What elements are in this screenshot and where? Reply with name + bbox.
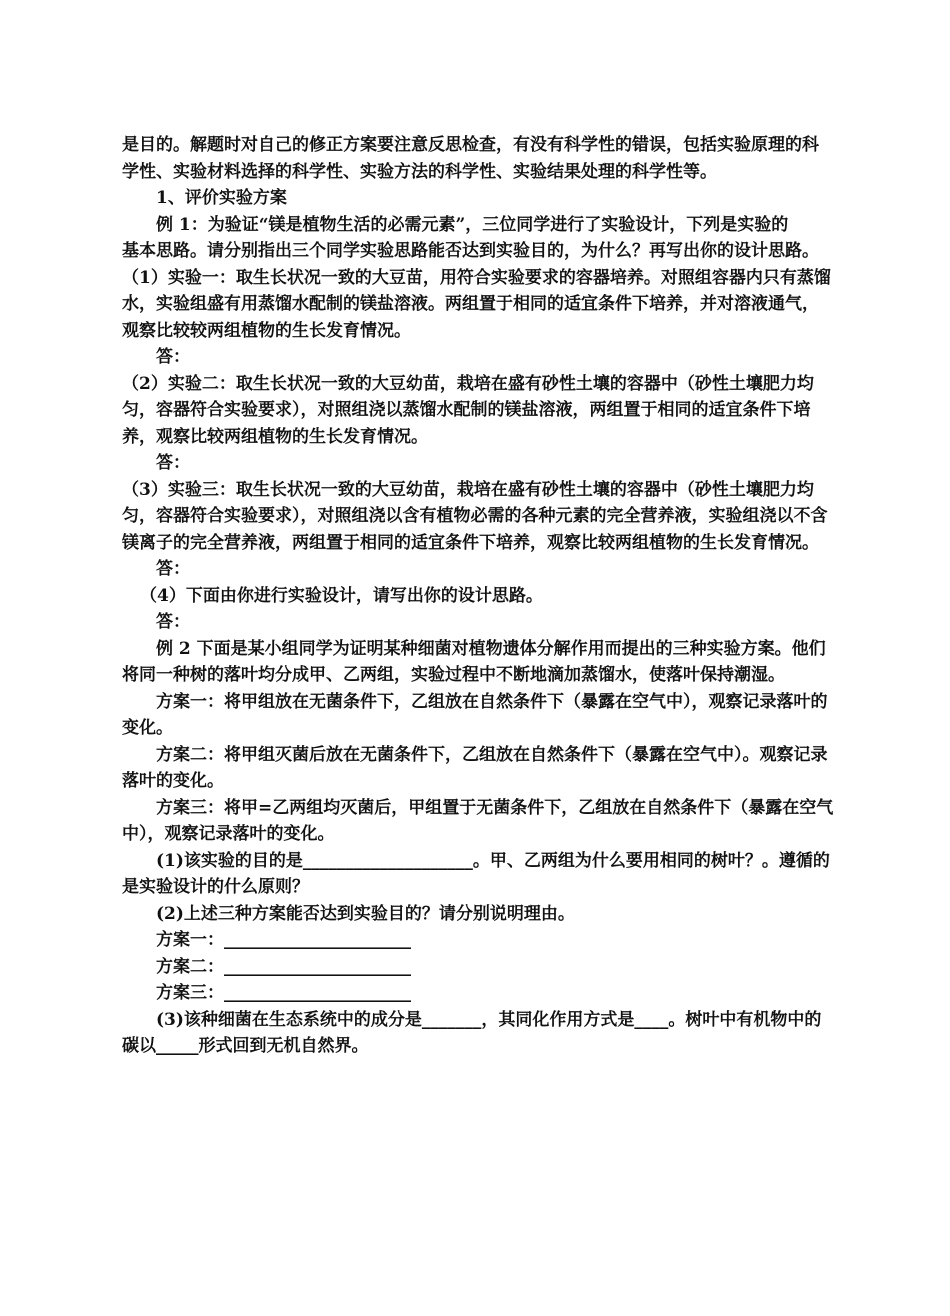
section-heading: 1、评价实验方案	[156, 188, 287, 208]
answer-1: 答：	[156, 347, 190, 367]
question-2: (2)上述三种方案能否达到实验目的？请分别说明理由。	[156, 903, 575, 924]
example-1-stem-cont: 基本思路。请分别指出三个同学实验思路能否达到实验目的，为什么？再写出你的设计思路。	[122, 241, 819, 261]
question-3: (3)该种细菌在生态系统中的成分是_______，其同化作用方式是____。树叶中有机物中的碳以_____形式回到无机自然界。	[122, 1009, 822, 1056]
experiment-4: （4）下面由你进行实验设计，请写出你的设计思路。	[140, 585, 543, 606]
plan-2: 方案二：将甲组灭菌后放在无菌条件下，乙组放在自然条件下（暴露在空气中）。观察记录落叶的变化。	[122, 744, 828, 791]
question-1: (1)该实验的目的是____________________。甲、乙两组为什么要用相同的树叶？。遵循的是实验设计的什么原则？	[122, 850, 830, 897]
answer-3: 答：	[156, 559, 190, 579]
plan-2-answer-line: 方案二：______________________	[156, 956, 411, 977]
answer-2: 答：	[156, 453, 190, 473]
experiment-2: （2）实验二：取生长状况一致的大豆幼苗，栽培在盛有砂性土壤的容器中（砂性土壤肥力均匀，容器符合实验要求），对照组浇以蒸馏水配制的镁盐溶液，两组置于相同的适宜条件下培养，观察比较两组植物的生长发育情况。	[122, 373, 814, 447]
plan-3-answer-line: 方案三：______________________	[156, 983, 411, 1003]
experiment-3: （3）实验三：取生长状况一致的大豆幼苗，栽培在盛有砂性土壤的容器中（砂性土壤肥力均匀，容器符合实验要求），对照组浇以含有植物必需的各种元素的完全营养液，实验组浇以不含镁离子的完全营养液，两组置于相同的适宜条件下培养，观察比较两组植物的生长发育情况。	[122, 479, 828, 553]
example-1-stem: 例 1：为验证“镁是植物生活的必需元素”，三位同学进行了实验设计，下列是实验的	[156, 214, 789, 235]
intro-paragraph: 是目的。解题时对自己的修正方案要注意反思检查，有没有科学性的错误，包括实验原理的科学性、实验材料选择的科学性、实验方法的科学性、实验结果处理的科学性等。	[122, 135, 819, 182]
plan-1: 方案一：将甲组放在无菌条件下，乙组放在自然条件下（暴露在空气中），观察记录落叶的变化。	[122, 691, 828, 738]
experiment-1: （1）实验一：取生长状况一致的大豆苗，用符合实验要求的容器培养。对照组容器内只有蒸馏水，实验组盛有用蒸馏水配制的镁盐溶液。两组置于相同的适宜条件下培养，并对溶液通气，观察比较较两组植物的生长发育情况。	[122, 267, 831, 341]
plan-3: 方案三：将甲=乙两组均灭菌后，甲组置于无菌条件下，乙组放在自然条件下（暴露在空气中），观察记录落叶的变化。	[122, 797, 834, 844]
example-2-stem: 例 2 下面是某小组同学为证明某种细菌对植物遗体分解作用而提出的三种实验方案。他们将同一种树的落叶均分成甲、乙两组，实验过程中不断地滴加蒸馏水，使落叶保持潮湿。	[122, 638, 826, 685]
answer-4: 答：	[156, 612, 190, 632]
plan-1-answer-line: 方案一：______________________	[156, 930, 411, 950]
document-body	[122, 132, 834, 1060]
